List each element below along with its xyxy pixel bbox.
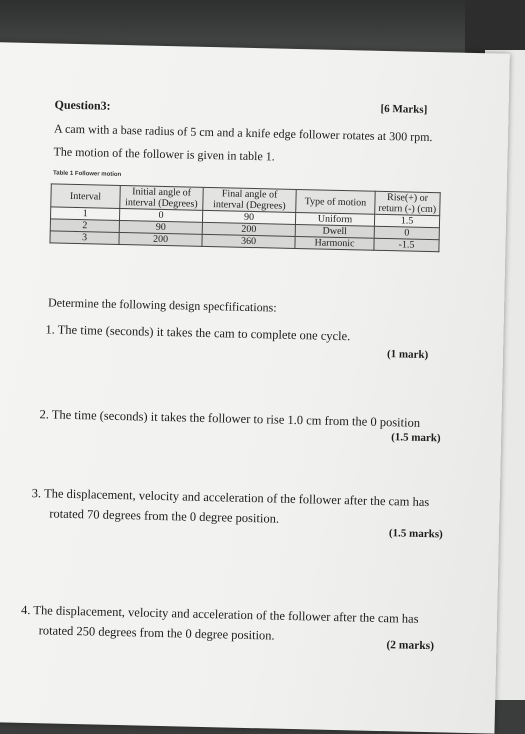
cell-rise: -1.5 <box>374 238 439 251</box>
question-statement-2: The motion of the follower is given in table 1. <box>53 144 275 164</box>
question-title: Question3: <box>54 97 111 113</box>
item-4-text-cont: rotated 250 degrees from the 0 degree position. <box>38 623 275 643</box>
item-1-marks: (1 mark) <box>386 348 429 362</box>
cell-interval: 1 <box>51 207 120 221</box>
table-caption: Table 1 Follower motion <box>52 170 122 179</box>
cell-rise: 1.5 <box>374 214 439 227</box>
item-4-marks: (2 marks) <box>386 639 435 653</box>
item-3-text: 3. The displacement, velocity and acceleration of the follower after the cam has <box>31 486 430 510</box>
header-motion-type: Type of motion <box>296 189 376 214</box>
cell-motion: Uniform <box>295 212 374 226</box>
cell-rise: 0 <box>374 226 439 239</box>
cell-initial: 0 <box>119 208 202 222</box>
exam-page <box>0 42 510 734</box>
question-marks: [6 Marks] <box>380 102 428 116</box>
header-rise-return: Rise(+) or return (-) (cm) <box>375 191 441 215</box>
item-1-text: 1. The time (seconds) it takes the cam to complete one cycle. <box>45 322 351 344</box>
cell-final: 360 <box>202 234 295 248</box>
instructions: Determine the following design specfifications: <box>47 295 277 315</box>
cell-motion: Dwell <box>295 224 374 238</box>
cell-interval: 3 <box>50 231 119 245</box>
item-3-text-cont: rotated 70 degrees from the 0 degree position. <box>49 506 280 526</box>
header-initial-angle: Initial angle of interval (Degrees) <box>120 185 204 210</box>
cell-initial: 200 <box>119 232 202 246</box>
item-2-marks: (1.5 mark) <box>391 431 441 445</box>
follower-motion-table <box>49 183 440 252</box>
cell-final: 90 <box>202 210 295 224</box>
cell-interval: 2 <box>50 219 119 233</box>
item-3-marks: (1.5 marks) <box>388 527 443 541</box>
cell-final: 200 <box>202 222 295 236</box>
cell-initial: 90 <box>119 220 202 234</box>
item-4-text: 4. The displacement, velocity and acceleration of the follower after the cam has <box>20 602 419 626</box>
header-final-angle: Final angle of interval (Degrees) <box>203 187 296 212</box>
item-2-text: 2. The time (seconds) it takes the follower to rise 1.0 cm from the 0 position <box>39 407 421 430</box>
question-statement: A cam with a base radius of 5 cm and a knife edge follower rotates at 300 rpm. <box>53 121 433 145</box>
header-interval: Interval <box>51 184 121 209</box>
cell-motion: Harmonic <box>295 236 374 250</box>
